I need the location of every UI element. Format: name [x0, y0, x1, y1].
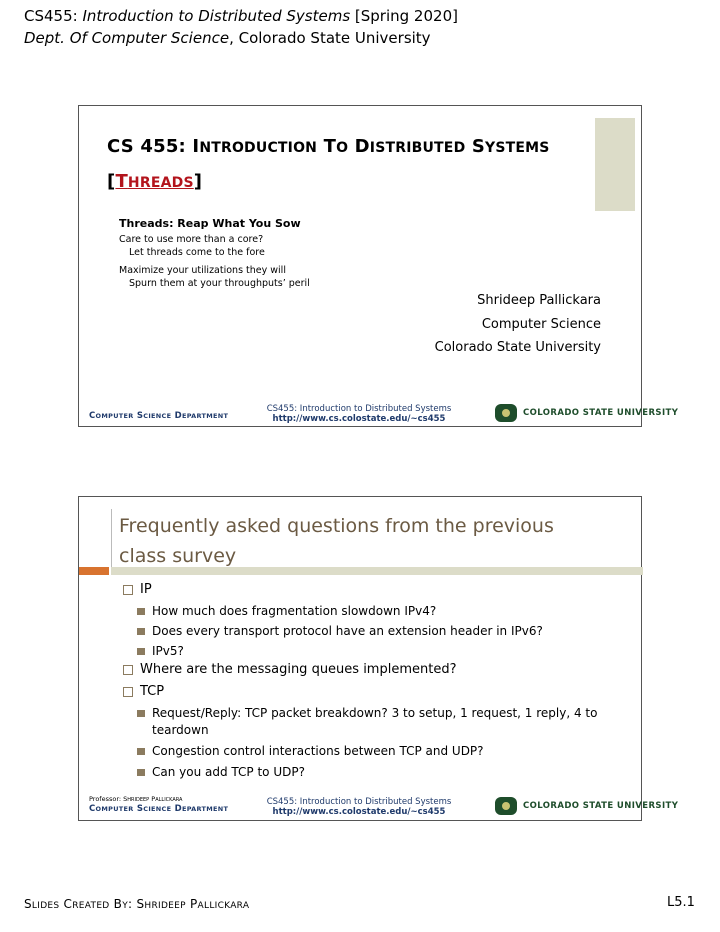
prof-part: HRIDEEP	[127, 797, 150, 803]
credit-part: ALLICKARA	[197, 901, 250, 911]
ram-logo-icon	[495, 404, 517, 422]
credit-part: B	[109, 897, 123, 911]
title-part: YSTEMS	[485, 140, 550, 156]
dept-part: OMPUTER	[95, 805, 134, 813]
poem-heading: Threads: Reap What You Sow	[119, 217, 301, 230]
sub-bullet-item	[137, 764, 627, 781]
dept-part: S	[133, 411, 144, 421]
csu-logo	[495, 404, 678, 422]
poem-line: Spurn them at your throughputs’ peril	[129, 278, 310, 289]
sub-bullet-square-icon	[137, 608, 145, 615]
bracket-open: [	[107, 171, 116, 192]
bullet-text: TCP	[140, 684, 165, 699]
title-part: T	[317, 136, 337, 157]
credit-part: S	[24, 897, 32, 911]
subtitle-part: HREADS	[127, 175, 194, 191]
sub-bullet-square-icon	[137, 628, 145, 635]
credit-part: LIDES	[31, 901, 60, 911]
accent-bar-beige	[111, 567, 643, 575]
dept-name: Dept. Of Computer Science	[24, 29, 230, 47]
title-part: S	[465, 136, 486, 157]
title-part: NTRODUCTION	[199, 140, 318, 156]
sub-bullet-item	[137, 603, 627, 620]
sub-bullet-square-icon	[137, 648, 145, 655]
prof-part: ALLICKARA	[155, 797, 183, 803]
sub-bullet-text: IPv5?	[152, 644, 184, 658]
sub-bullet-text: How much does fragmentation slowdown IPv4?	[152, 604, 437, 618]
page-footer-credit	[24, 897, 249, 911]
sub-bullet-item	[137, 743, 627, 760]
dept-part: OMPUTER	[95, 412, 134, 420]
sub-bullet-square-icon	[137, 769, 145, 776]
sub-bullet-item	[137, 623, 627, 640]
prof-part: Professor: S	[89, 795, 128, 803]
dept-part: CIENCE	[143, 412, 172, 420]
footer-dept	[89, 804, 228, 814]
sub-bullet-text: Request/Reply: TCP packet breakdown? 3 to setup, 1 request, 1 reply, 4 to teardown	[152, 706, 598, 737]
title-part: O	[336, 140, 349, 156]
decorative-rect	[595, 118, 635, 211]
poem-line: Maximize your utilizations they will	[119, 265, 286, 276]
author-name: Shrideep Pallickara	[477, 293, 601, 308]
dept-part: EPARTMENT	[181, 805, 229, 813]
title-line1	[107, 130, 550, 165]
dept-part: C	[89, 804, 96, 814]
author-dept: Computer Science	[481, 317, 601, 332]
bullet-box-icon	[123, 687, 133, 697]
footer-url[interactable]: http://www.cs.colostate.edu/~cs455	[272, 414, 446, 424]
bullet-box-icon	[123, 585, 133, 595]
page-header-line2	[24, 28, 431, 48]
semester: [Spring 2020]	[350, 7, 458, 25]
csu-wordmark: COLORADO STATE UNIVERSITY	[523, 801, 679, 811]
sub-bullet-text: Congestion control interactions between TCP and UDP?	[152, 744, 484, 758]
sub-bullet-item	[137, 705, 627, 739]
bullet-item	[123, 582, 152, 597]
csu-wordmark: COLORADO STATE UNIVERSITY	[523, 408, 679, 418]
author-university: Colorado State University	[434, 340, 601, 355]
csu-logo	[495, 797, 678, 815]
course-title: Introduction to Distributed Systems	[82, 7, 351, 25]
poem-line: Let threads come to the fore	[129, 247, 265, 258]
slide2-title: Frequently asked questions from the previous class survey	[119, 515, 554, 567]
sub-bullet-square-icon	[137, 748, 145, 755]
bullet-item	[123, 662, 456, 677]
credit-part: REATED	[72, 901, 110, 911]
page-header-line1	[24, 6, 458, 26]
footer-professor	[89, 795, 182, 803]
dept-part: D	[171, 804, 182, 814]
footer-course-title: CS455: Introduction to Distributed Systems	[266, 404, 452, 414]
accent-bar-orange	[79, 567, 109, 575]
footer-course	[259, 797, 459, 817]
title-line2	[107, 165, 550, 200]
bracket-close: ]	[193, 171, 203, 192]
title-part: D	[348, 136, 370, 157]
sub-bullet-text: Does every transport protocol have an extension header in IPv6?	[152, 624, 543, 638]
dept-part: EPARTMENT	[181, 412, 229, 420]
credit-part: P	[185, 897, 198, 911]
title-slide	[78, 105, 679, 427]
sub-bullet-text: Can you add TCP to UDP?	[152, 765, 305, 779]
subtitle-part: T	[115, 171, 128, 192]
bullet-item	[123, 684, 164, 699]
dept-part: D	[171, 411, 182, 421]
bullet-text: IP	[140, 582, 152, 597]
footer-course	[259, 404, 459, 424]
sub-bullet-square-icon	[137, 710, 145, 717]
dept-part: C	[89, 411, 96, 421]
poem-line: Care to use more than a core?	[119, 234, 264, 245]
credit-part: HRIDEEP	[144, 901, 186, 911]
prof-part: P	[149, 795, 156, 803]
ram-logo-icon	[495, 797, 517, 815]
slide1-title	[107, 130, 550, 200]
bullet-text: Where are the messaging queues implemented?	[140, 662, 457, 677]
faq-slide	[78, 496, 679, 821]
university-name: , Colorado State University	[229, 29, 431, 47]
credit-part: : S	[128, 897, 145, 911]
title-part: CS 455: I	[107, 136, 200, 157]
dept-part: CIENCE	[143, 805, 172, 813]
dept-part: S	[133, 804, 144, 814]
page-number: L5.1	[667, 895, 695, 910]
subtitle-threads	[115, 171, 193, 192]
footer-url[interactable]: http://www.cs.colostate.edu/~cs455	[272, 807, 446, 817]
bullet-box-icon	[123, 665, 133, 675]
sub-bullet-item	[137, 643, 627, 660]
footer-dept	[89, 411, 228, 421]
footer-course-title: CS455: Introduction to Distributed Systems	[266, 797, 452, 807]
title-part: ISTRIBUTED	[369, 140, 466, 156]
course-code: CS455:	[24, 7, 83, 25]
credit-part: C	[59, 897, 73, 911]
credit-part: Y	[122, 901, 128, 911]
title-divider	[111, 509, 112, 575]
